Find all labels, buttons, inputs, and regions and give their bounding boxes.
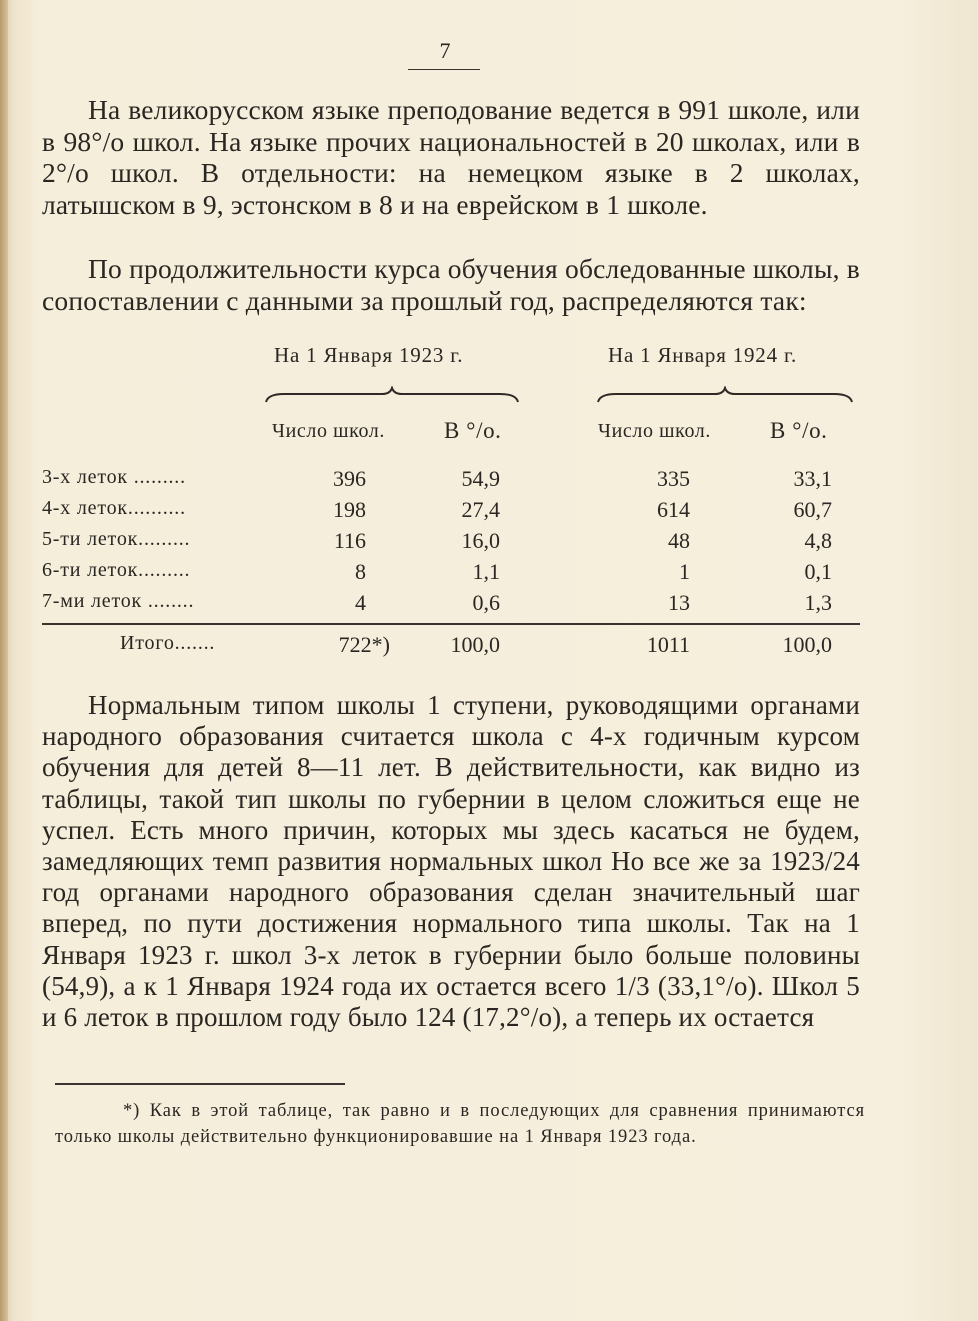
total-percent-1923: 100,0 [450,632,500,657]
paragraph-normal-type [42,690,860,1033]
total-rule [42,623,860,625]
page-number: 7 [439,38,451,63]
cell-percent-1923: 16,0 [461,528,500,553]
group-header-1923: На 1 Янвapя 1923 г. [274,343,464,367]
paragraph-normal-type-text: Нормальным типом школы 1 ступени, руководящими органами народного образования считается школа с 4-х годичным курсом обучения для детей 8—11 лет. В действительности, как видно из таблицы, такой тип школы по губернии в целом сложиться еще не успел. Есть много причин, которых мы здесь касаться не будем, замедляющих темп развития нормальных школ Но все же за 1923/24 год органами народного образования сделан значительный шаг вперед, по пути достижения нормального типа школы. Так на 1 Января 1923 г. школ 3-х леток в губернии было больше половины (54,9), а к 1 Января 1924 года их остается всего 1/3 (33,1°/о). Школ 5 и 6 леток в прошлом году было 124 (17,2°/о), а теперь их остается [42,690,860,1033]
cell-percent-1924: 1,3 [804,590,832,615]
cell-percent-1924: 0,1 [804,559,832,584]
footnote [55,1098,865,1150]
cell-percent-1924: 33,1 [793,466,832,491]
subheader-count-1923: Число школ. [272,420,385,442]
paragraph-languages-text: На великорусском языке преподование ведется в 991 школе, или в 98°/о школ. На языке прочих национальностей в 20 школах, или в 2°/о школ. В отдельности: на немецком языке в 2 школах, латышском в 9, эстонском в 8 и на еврейском в 1 школе. [42,94,860,220]
cell-count-1923: 198 [333,497,366,522]
brace-1924 [596,386,854,406]
cell-count-1924: 48 [668,528,690,553]
cell-count-1924: 1 [679,559,690,584]
cell-percent-1923: 27,4 [461,497,500,522]
table-row [0,497,978,529]
subheader-percent-1923: В °/o. [444,418,502,443]
cell-percent-1923: 54,9 [461,466,500,491]
cell-percent-1924: 4,8 [804,528,832,553]
table-row [0,559,978,591]
cell-count-1923: 396 [333,466,366,491]
table-total-row [0,632,978,664]
paragraph-languages [42,94,860,220]
total-percent-1924: 100,0 [782,632,832,657]
row-label: 3-х леток ......... [42,466,186,488]
cell-count-1924: 335 [657,466,690,491]
footnote-rule [55,1083,345,1085]
footnote-text: *) Как в этой таблице, так равно и в последующих для сравнения принимаются только школы действительно функционировавшие на 1 Января 1923 года. [55,1101,865,1147]
brace-1923 [264,386,520,406]
table-row [0,466,978,498]
total-count-1923: 722*) [338,632,390,657]
cell-count-1924: 614 [657,497,690,522]
cell-count-1924: 13 [668,590,690,615]
total-count-1924: 1011 [646,632,690,657]
cell-count-1923: 8 [355,559,366,584]
group-header-1924: На 1 Января 1924 г. [608,343,798,367]
cell-percent-1923: 0,6 [472,590,500,615]
row-label: 5-ти леток......... [42,528,191,550]
cell-percent-1924: 60,7 [793,497,832,522]
table-row [0,590,978,622]
row-label: 4-х леток.......... [42,497,186,519]
paragraph-duration-intro-text: По продолжительности курса обучения обследованные школы, в сопоставлении с данными за прошлый год, распределяются так: [42,253,860,316]
page-number-rule [408,69,480,70]
cell-count-1923: 116 [333,528,366,553]
table-row [0,528,978,560]
cell-percent-1923: 1,1 [472,559,500,584]
subheader-percent-1924: В °/o. [770,418,828,443]
subheader-count-1924: Число школ. [598,420,711,442]
cell-count-1923: 4 [355,590,366,615]
row-label: 6-ти леток......... [42,559,191,581]
row-label: 7-ми леток ........ [42,590,195,612]
paragraph-duration-intro [42,253,860,316]
total-label: Итого....... [120,632,216,654]
